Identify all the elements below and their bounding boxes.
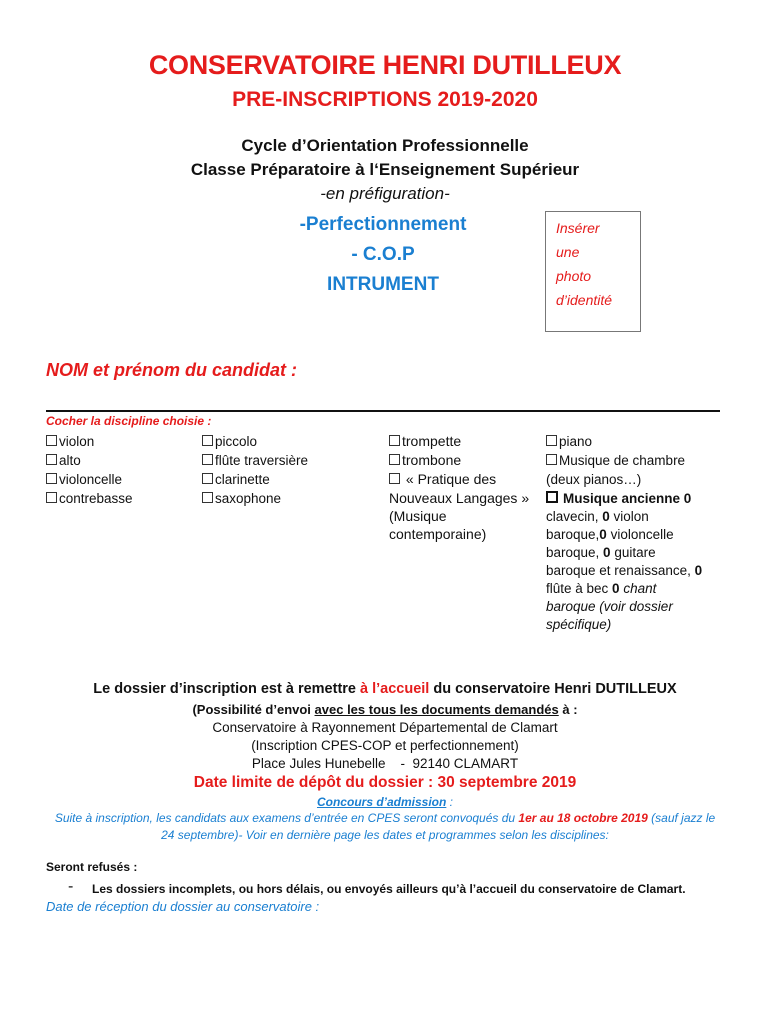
ancienne-text: baroque,	[546, 527, 600, 542]
perfectionnement-heading: -Perfectionnement	[299, 214, 467, 235]
discipline-option[interactable]	[389, 470, 539, 489]
discipline-option[interactable]	[389, 432, 539, 451]
discipline-option[interactable]	[546, 432, 716, 451]
option-label-continued: contemporaine)	[389, 526, 487, 542]
discipline-option[interactable]	[46, 451, 196, 470]
photo-line: une	[556, 244, 580, 260]
option-label: clarinette	[215, 472, 270, 487]
concours-details	[48, 810, 722, 844]
ancienne-text: baroque et renaissance,	[546, 563, 695, 578]
option-label: piccolo	[215, 434, 258, 449]
address-line: Place Jules Hunebelle - 92140 CLAMART	[251, 756, 519, 771]
ancienne-text: violoncelle	[606, 527, 674, 542]
ancienne-detail-line	[546, 580, 716, 598]
poss-underlined: avec les tous les documents demandés	[314, 702, 559, 717]
instrument-heading: INTRUMENT	[327, 274, 439, 295]
poss-text: (Possibilité d’envoi	[192, 702, 315, 717]
page-subtitle: PRE-INSCRIPTIONS 2019-2020	[232, 88, 538, 111]
option-label: « Pratique des	[402, 471, 497, 487]
ancienne-checkbox-zero[interactable]: 0	[603, 545, 611, 560]
checkbox[interactable]	[202, 454, 213, 465]
photo-line: d’identité	[556, 292, 613, 308]
discipline-option[interactable]	[46, 489, 196, 508]
checkbox[interactable]	[46, 473, 57, 484]
discipline-column-strings	[46, 432, 196, 508]
checkbox[interactable]	[389, 435, 400, 446]
checkbox[interactable]	[546, 435, 557, 446]
option-label: flûte traversière	[215, 453, 309, 468]
ancienne-detail-line	[546, 526, 716, 544]
photo-line: photo	[556, 268, 592, 284]
option-label: piano	[559, 434, 593, 449]
discipline-option[interactable]	[202, 470, 382, 489]
option-label: trompette	[402, 433, 462, 449]
discipline-option[interactable]	[389, 451, 539, 470]
envoi-possibility	[0, 702, 770, 717]
ancienne-checkbox-zero[interactable]: 0	[602, 509, 610, 524]
discipline-label: Cocher la discipline choisie :	[46, 414, 212, 428]
ancienne-text: chant	[619, 581, 657, 596]
photo-line: Insérer	[556, 220, 600, 236]
cycle-heading: Cycle d’Orientation Professionnelle	[241, 136, 529, 155]
option-label: alto	[59, 453, 81, 468]
option-label: Musique ancienne 0	[563, 491, 692, 506]
ancienne-text: baroque,	[546, 545, 604, 560]
address-line: (Inscription CPES-COP et perfectionnement)	[251, 738, 519, 753]
option-label: Musique de chambre	[559, 453, 686, 468]
deadline: Date limite de dépôt du dossier : 30 septembre 2019	[193, 774, 577, 791]
classe-heading: Classe Préparatoire à l‘Enseignement Supérieur	[190, 160, 580, 179]
ancienne-text: flûte à bec	[546, 581, 613, 596]
checkbox[interactable]	[202, 473, 213, 484]
checkbox[interactable]	[46, 492, 57, 503]
ancienne-detail-line	[546, 508, 716, 526]
dossier-text: Le dossier d’inscription est à remettre	[93, 681, 361, 697]
option-label: violoncelle	[59, 472, 123, 487]
option-label-continued: (deux pianos…)	[546, 472, 642, 487]
checkbox[interactable]	[46, 435, 57, 446]
discipline-option[interactable]	[202, 432, 382, 451]
discipline-column-brass	[389, 432, 539, 543]
suite-dates: 1er au 18 octobre 2019	[518, 811, 648, 825]
option-label: trombone	[402, 452, 462, 468]
ancienne-detail-line	[546, 616, 716, 634]
option-label: violon	[59, 434, 95, 449]
checkbox[interactable]	[202, 492, 213, 503]
ancienne-text: guitare	[610, 545, 656, 560]
ancienne-text: violon	[609, 509, 649, 524]
checkbox[interactable]	[202, 435, 213, 446]
option-label: contrebasse	[59, 491, 133, 506]
discipline-column-woodwinds	[202, 432, 382, 508]
ancienne-checkbox-zero[interactable]: 0	[599, 527, 607, 542]
poss-text: à :	[558, 702, 578, 717]
ancienne-detail-line	[546, 562, 716, 580]
refus-item: Les dossiers incomplets, ou hors délais, ou envoyés ailleurs qu’à l’accueil du conservatoire de Clamart.	[92, 882, 686, 896]
discipline-option[interactable]	[202, 489, 382, 508]
option-label-continued: (Musique	[389, 508, 447, 524]
candidate-name-label: NOM et prénom du candidat :	[46, 360, 298, 380]
musique-ancienne-details	[546, 508, 716, 634]
dossier-accueil: à l’accueil	[360, 681, 430, 697]
discipline-option[interactable]	[546, 451, 716, 470]
ancienne-detail-line	[546, 544, 716, 562]
concours-heading	[0, 795, 770, 809]
discipline-option[interactable]	[546, 489, 716, 508]
address-line: Conservatoire à Rayonnement Départemental de Clamart	[212, 720, 558, 735]
ancienne-text: spécifique)	[546, 617, 612, 632]
suite-text: (sauf jazz le 24 septembre)- Voir en dernière page les dates et programmes selon les disciplines:	[161, 811, 716, 842]
ancienne-text: clavecin,	[546, 509, 603, 524]
prefiguration-note: -en préfiguration-	[320, 184, 450, 203]
dossier-text: du conservatoire Henri DUTILLEUX	[429, 681, 677, 697]
checkbox[interactable]	[389, 473, 400, 484]
page-title: CONSERVATOIRE HENRI DUTILLEUX	[148, 50, 622, 80]
concours-title: Concours d’admission	[316, 795, 447, 809]
ancienne-checkbox-zero[interactable]: 0	[612, 581, 620, 596]
divider	[46, 410, 720, 412]
refus-title: Seront refusés :	[46, 860, 138, 874]
dossier-instructions	[0, 681, 770, 697]
ancienne-text: baroque (voir dossier	[546, 599, 673, 614]
discipline-option[interactable]	[46, 470, 196, 489]
option-label-continued: Nouveaux Langages »	[389, 490, 530, 506]
suite-text: Suite à inscription, les candidats aux examens d’entrée en CPES seront convoqués du	[54, 811, 519, 825]
cop-heading: - C.O.P	[351, 244, 415, 265]
checkbox[interactable]	[389, 454, 400, 465]
checkbox[interactable]	[46, 454, 57, 465]
option-label: saxophone	[215, 491, 282, 506]
discipline-column-keyboard	[546, 432, 716, 634]
discipline-option[interactable]	[46, 432, 196, 451]
concours-colon: :	[446, 795, 454, 809]
photo-placeholder-box	[545, 211, 641, 332]
reception-date-label: Date de réception du dossier au conservatoire :	[46, 899, 320, 914]
checkbox[interactable]	[546, 454, 557, 465]
ancienne-checkbox-zero[interactable]: 0	[694, 563, 703, 578]
discipline-option[interactable]	[202, 451, 382, 470]
checkbox[interactable]	[546, 491, 558, 503]
bullet-dash: -	[68, 878, 74, 895]
ancienne-detail-line	[546, 598, 716, 616]
